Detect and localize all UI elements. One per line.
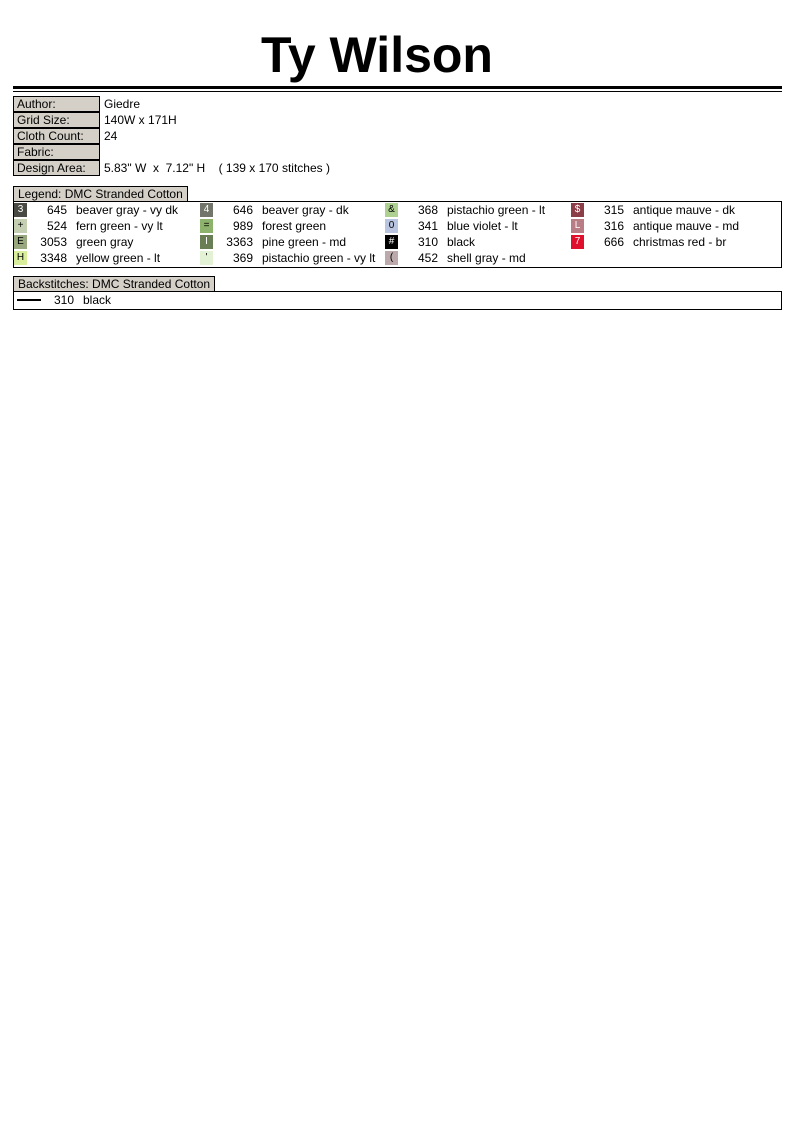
floss-number: 316	[603, 219, 624, 233]
floss-number: 368	[417, 203, 438, 217]
floss-color-name: green gray	[76, 235, 134, 249]
color-swatch-symbol: 0	[385, 219, 398, 233]
floss-number: 3348	[40, 251, 67, 265]
info-label: Grid Size:	[13, 112, 100, 128]
backstitches-table	[13, 291, 782, 310]
floss-color-name: christmas red - br	[633, 235, 727, 249]
backstitch-line-sample	[17, 299, 41, 301]
floss-color-name: pistachio green - lt	[447, 203, 546, 217]
color-swatch-symbol: #	[385, 235, 398, 249]
backstitch-name: black	[83, 293, 112, 307]
info-label: Author:	[13, 96, 100, 112]
floss-color-name: yellow green - lt	[76, 251, 161, 265]
color-swatch-symbol: E	[14, 235, 27, 249]
floss-color-name: pine green - md	[262, 235, 347, 249]
color-swatch-symbol: H	[14, 251, 27, 265]
legend-table	[13, 201, 782, 268]
color-swatch-symbol: =	[200, 219, 213, 233]
info-label: Fabric:	[13, 144, 100, 160]
floss-color-name: black	[447, 235, 476, 249]
title-rule-thin	[13, 91, 782, 92]
floss-number: 3053	[40, 235, 67, 249]
color-swatch-symbol: 3	[14, 203, 27, 217]
floss-color-name: beaver gray - vy dk	[76, 203, 179, 217]
color-swatch-symbol: I	[200, 235, 213, 249]
color-swatch-symbol: $	[571, 203, 584, 217]
info-label: Cloth Count:	[13, 128, 100, 144]
backstitches-title: Backstitches: DMC Stranded Cotton	[13, 276, 215, 292]
floss-color-name: antique mauve - dk	[633, 203, 736, 217]
floss-color-name: beaver gray - dk	[262, 203, 349, 217]
floss-color-name: pistachio green - vy lt	[262, 251, 376, 265]
floss-number: 315	[603, 203, 624, 217]
info-value: 5.83" W x 7.12" H ( 139 x 170 stitches )	[104, 161, 330, 175]
floss-number: 341	[417, 219, 438, 233]
floss-number: 310	[417, 235, 438, 249]
backstitch-number: 310	[53, 293, 74, 307]
floss-number: 646	[232, 203, 253, 217]
info-value: 24	[104, 129, 118, 143]
color-swatch-symbol: 4	[200, 203, 213, 217]
floss-color-name: antique mauve - md	[633, 219, 740, 233]
floss-number: 524	[46, 219, 67, 233]
legend-title: Legend: DMC Stranded Cotton	[13, 186, 188, 202]
info-label: Design Area:	[13, 160, 100, 176]
info-value: Giedre	[104, 97, 141, 111]
floss-number: 666	[603, 235, 624, 249]
floss-number: 452	[417, 251, 438, 265]
info-value: 140W x 171H	[104, 113, 177, 127]
floss-color-name: forest green	[262, 219, 327, 233]
color-swatch-symbol: (	[385, 251, 398, 265]
floss-number: 645	[46, 203, 67, 217]
floss-number: 369	[232, 251, 253, 265]
color-swatch-symbol: +	[14, 219, 27, 233]
color-swatch-symbol: &	[385, 203, 398, 217]
floss-color-name: blue violet - lt	[447, 219, 518, 233]
color-swatch-symbol: '	[200, 251, 213, 265]
floss-color-name: fern green - vy lt	[76, 219, 163, 233]
title-rule-thick	[13, 86, 782, 89]
color-swatch-symbol: L	[571, 219, 584, 233]
color-swatch-symbol: 7	[571, 235, 584, 249]
floss-color-name: shell gray - md	[447, 251, 526, 265]
floss-number: 3363	[226, 235, 253, 249]
floss-number: 989	[232, 219, 253, 233]
pattern-title: Ty Wilson	[261, 27, 493, 83]
